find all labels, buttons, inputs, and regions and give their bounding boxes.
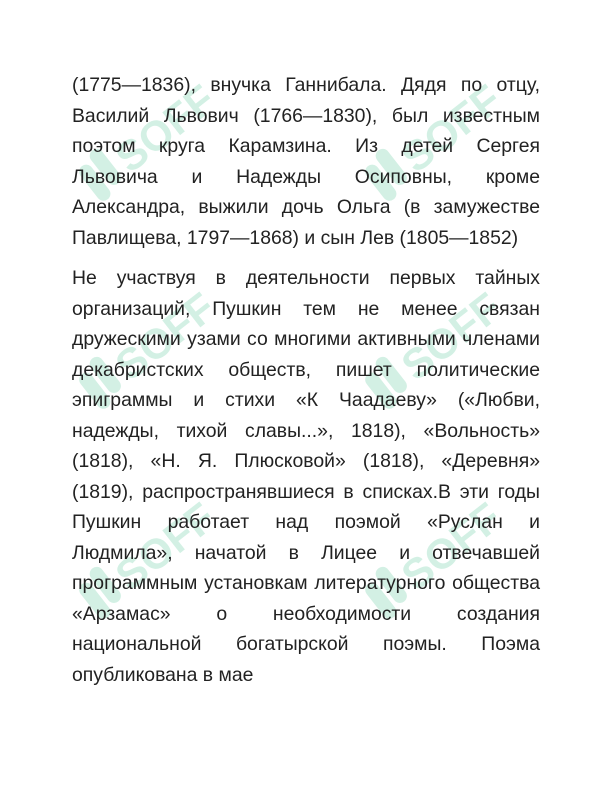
svg-text:SOFF: SOFF [106,75,224,182]
svg-text:SOFF: SOFF [392,493,510,600]
svg-text:SOFF: SOFF [392,75,510,182]
paragraph: Не участвуя в деятельности первых тайных организаций, Пушкин тем не менее связан дружескими узами со многими активными членами декабристских обществ, пишет политические эпиграммы и стихи «К Чаадаеву» («Любви, надежды, тихой славы...», 1818), «Вольность» (1818), «Н. Я. Плюсковой» (1818), «Деревня» (1819), распространявшиеся в списках.В эти годы Пушкин работает над поэмой «Руслан и Людмила», начатой в Лицее и отвечавшей программным установкам литературного общества «Арзамас» о необходимости создания национальной богатырской поэмы. Поэма опубликована в мае [72,267,540,686]
body-text [72,70,540,690]
paragraph: (1775—1836), внучка Ганнибала. Дядя по отцу, Василий Львович (1766—1830), был известным поэтом круга Карамзина. Из детей Сергея Львовича и Надежды Осиповны, кроме Александра, выжили дочь Ольга (в замужестве Павлищева, 1797—1868) и сын Лев (1805—1852) [72,74,540,249]
svg-text:SOFF: SOFF [106,283,224,390]
svg-text:SOFF: SOFF [106,493,224,600]
svg-text:SOFF: SOFF [392,283,510,390]
